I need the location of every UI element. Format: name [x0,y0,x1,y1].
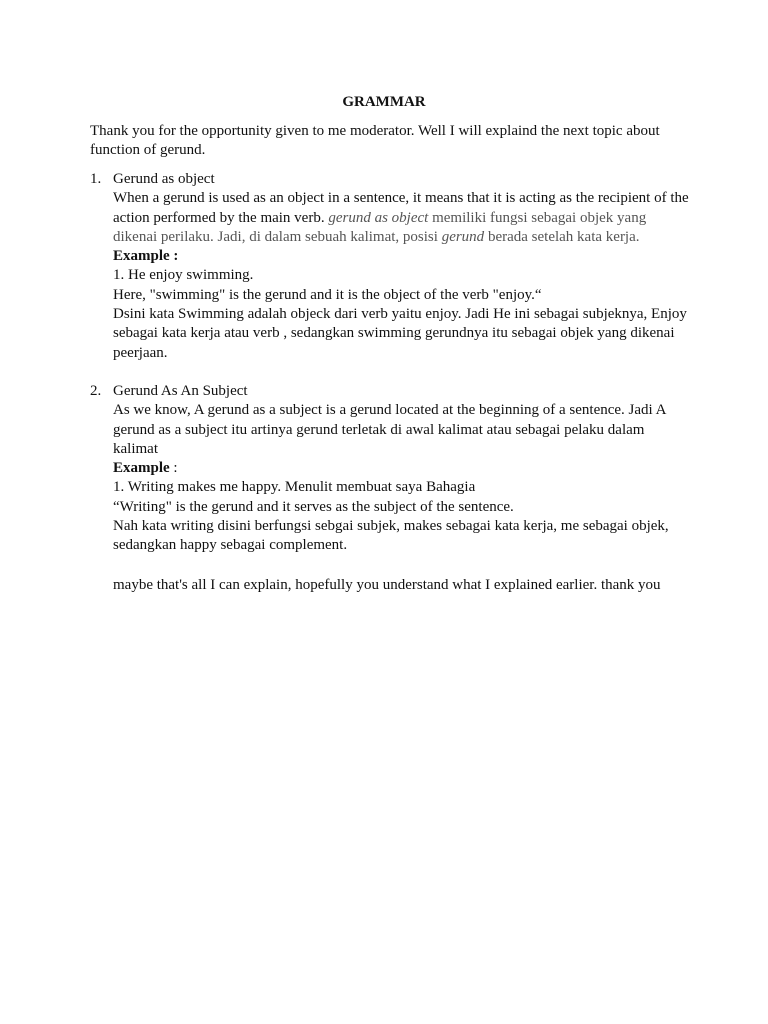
explanation-italic-term: gerund as object [328,209,429,226]
example-label-suffix: : [169,460,178,477]
closing-paragraph: maybe that's all I can explain, hopefully you understand what I explained earlier. thank you [113,577,661,593]
section-gerund-as-subject [90,382,690,556]
section-heading-row [90,382,690,401]
document-title: GRAMMAR [342,94,426,110]
example-line: Dsini kata Swimming adalah objeck dari verb yaitu enjoy. Jadi He ini sebagai subjeknya, Enjoy sebagai kata kerja atau verb , sedangkan swimming gerundnya itu sebagai objek yang dikenai peerjaan. [113,306,687,361]
intro-paragraph: Thank you for the opportunity given to me moderator. Well I will explaind the next topic about function of gerund. [90,123,660,159]
section-number: 2. [90,383,102,399]
example-line: Nah kata writing disini berfungsi sebgai subjek, makes sebagai kata kerja, me sebagai objek, sedangkan happy sebagai complement. [113,518,669,554]
section-number: 1. [90,171,102,187]
explanation-paragraph: As we know, A gerund as a subject is a gerund located at the beginning of a sentence. Jadi A gerund as a subject itu artinya gerund terletak di awal kalimat atau sebagai pelaku dalam kalimat [113,402,666,457]
section-heading: Gerund as object [113,171,215,187]
example-label-row [113,459,690,478]
example-line: 1. He enjoy swimming. [113,267,254,284]
explanation-indonesian-end: berada setelah kata kerja. [484,228,640,245]
explanation-paragraph [113,189,690,247]
section-gerund-as-object [90,170,690,363]
explanation-indonesian-text: memiliki fungsi sebagai objek yang dikenai perilaku. Jadi, di dalam sebuah kalimat, posisi [113,209,647,245]
example-line: Here, "swimming" is the gerund and it is the object of the verb "enjoy.“ [113,286,542,303]
explanation-italic-gerund: gerund [441,228,485,245]
example-line: 1. Writing makes me happy. Menulit membuat saya Bahagia [113,479,476,496]
section-body [113,401,690,555]
example-line: “Writing" is the gerund and it serves as the subject of the sentence. [113,498,514,515]
section-heading: Gerund As An Subject [113,383,248,399]
example-label: Example [113,460,170,477]
example-label: Example : [113,248,179,265]
section-heading-row [90,170,690,189]
section-body [113,189,690,363]
explanation-english: When a gerund is used as an object in a sentence, it means that it is acting as the recipient of the action performed by the main verb. [113,190,689,226]
